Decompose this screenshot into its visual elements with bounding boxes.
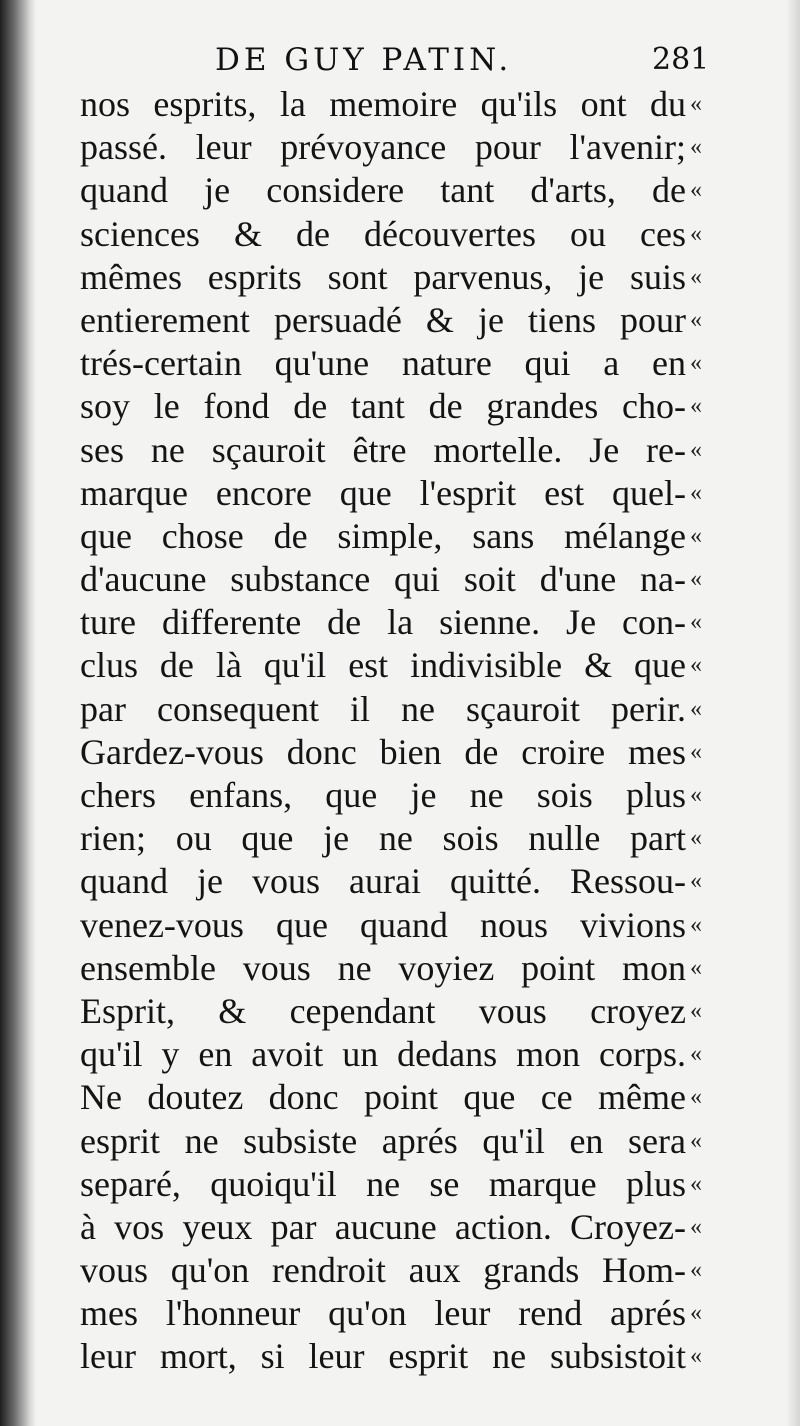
text-line: passé. leur prévoyance pour l'avenir; bbox=[80, 127, 686, 168]
quotation-mark: « bbox=[690, 393, 702, 420]
quotation-mark: « bbox=[690, 1257, 702, 1284]
quotation-mark: « bbox=[690, 566, 702, 593]
quotation-mark: « bbox=[690, 911, 702, 938]
text-line: ture differente de la sienne. Je con- bbox=[80, 602, 686, 643]
quotation-mark: « bbox=[690, 91, 702, 117]
text-line: clus de là qu'il est indivisible & que bbox=[80, 645, 686, 686]
quotation-mark: « bbox=[690, 522, 702, 549]
text-line: à vos yeux par aucune action. Croyez- bbox=[80, 1206, 686, 1247]
quotation-mark: « bbox=[690, 997, 702, 1024]
text-line: d'aucune substance qui soit d'une na- bbox=[80, 559, 686, 600]
text-line: ses ne sçauroit être mortelle. Je re- bbox=[80, 429, 686, 470]
text-line: mêmes esprits sont parvenus, je suis bbox=[80, 256, 686, 297]
quotation-mark: « bbox=[690, 1343, 702, 1370]
text-line: Esprit, & cependant vous croyez bbox=[80, 990, 686, 1031]
quotation-marks-column bbox=[690, 83, 726, 1379]
quotation-mark: « bbox=[690, 868, 702, 895]
quotation-mark: « bbox=[690, 609, 702, 636]
text-line: que chose de simple, sans mélange bbox=[80, 515, 686, 556]
text-line: mes l'honneur qu'on leur rend aprés bbox=[80, 1293, 686, 1334]
page-edge-shadow bbox=[786, 0, 800, 1426]
body-text bbox=[80, 83, 686, 1379]
text-line: esprit ne subsiste aprés qu'il en sera bbox=[80, 1120, 686, 1161]
quotation-mark: « bbox=[690, 263, 702, 290]
quotation-mark: « bbox=[690, 436, 702, 463]
text-line: entierement persuadé & je tiens pour bbox=[80, 299, 686, 340]
page-number: 281 bbox=[652, 42, 710, 77]
quotation-mark: « bbox=[690, 695, 702, 722]
quotation-mark: « bbox=[690, 177, 702, 204]
quotation-mark: « bbox=[690, 782, 702, 808]
quotation-mark: « bbox=[690, 1127, 702, 1154]
running-head: DE GUY PATIN. bbox=[215, 42, 513, 78]
text-line: nos esprits, la memoire qu'ils ont du bbox=[80, 84, 686, 124]
text-line: sciences & de découvertes ou ces bbox=[80, 213, 686, 254]
text-line: venez-vous que quand nous vivions bbox=[80, 904, 686, 945]
text-line: qu'il y en avoit un dedans mon corps. bbox=[80, 1034, 686, 1075]
quotation-mark: « bbox=[690, 1170, 702, 1197]
quotation-mark: « bbox=[690, 134, 702, 161]
page-binding-shadow bbox=[0, 0, 36, 1426]
quotation-mark: « bbox=[690, 652, 702, 679]
quotation-mark: « bbox=[690, 1213, 702, 1240]
quotation-mark: « bbox=[690, 1084, 702, 1111]
quotation-mark: « bbox=[690, 738, 702, 765]
text-line: separé, quoiqu'il ne se marque plus bbox=[80, 1163, 686, 1204]
quotation-mark: « bbox=[690, 350, 702, 377]
text-line: ensemble vous ne voyiez point mon bbox=[80, 947, 686, 988]
quotation-mark: « bbox=[690, 954, 702, 981]
text-line: soy le fond de tant de grandes cho- bbox=[80, 386, 686, 427]
quotation-mark: « bbox=[690, 1041, 702, 1068]
text-line: marque encore que l'esprit est quel- bbox=[80, 472, 686, 513]
text-line: quand je vous aurai quitté. Ressou- bbox=[80, 861, 686, 902]
text-line: rien; ou que je ne sois nulle part bbox=[80, 818, 686, 859]
quotation-mark: « bbox=[690, 306, 702, 333]
text-line: quand je considere tant d'arts, de bbox=[80, 170, 686, 211]
text-line: Gardez-vous donc bien de croire mes bbox=[80, 731, 686, 772]
text-line: vous qu'on rendroit aux grands Hom- bbox=[80, 1250, 686, 1291]
quotation-mark: « bbox=[690, 220, 702, 247]
text-line: par consequent il ne sçauroit perir. bbox=[80, 688, 686, 729]
text-line: Ne doutez donc point que ce même bbox=[80, 1077, 686, 1118]
quotation-mark: « bbox=[690, 479, 702, 506]
text-line: trés-certain qu'une nature qui a en bbox=[80, 343, 686, 384]
quotation-mark: « bbox=[690, 1300, 702, 1327]
text-line: chers enfans, que je ne sois plus bbox=[80, 775, 686, 815]
text-line: leur mort, si leur esprit ne subsistoit bbox=[80, 1336, 686, 1377]
quotation-mark: « bbox=[690, 825, 702, 852]
